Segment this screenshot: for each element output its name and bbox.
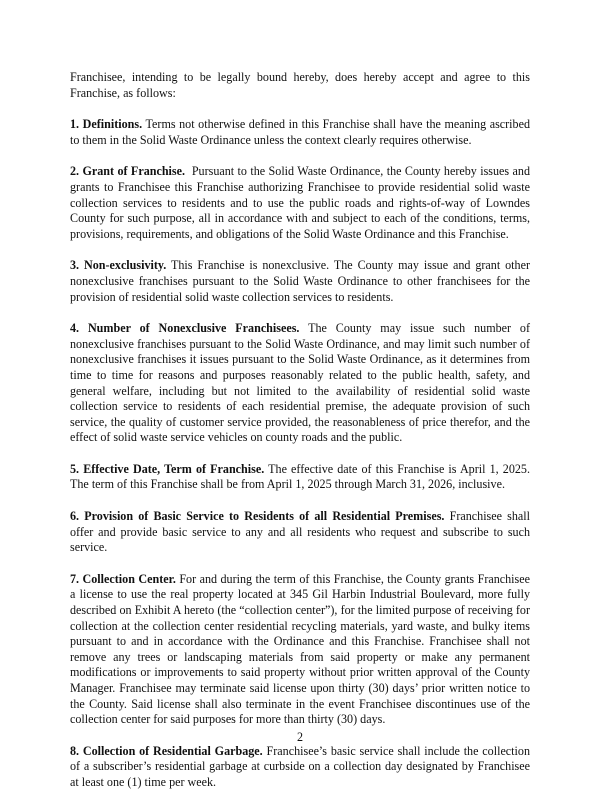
section-residential-garbage <box>70 744 530 791</box>
section-text: For and during the term of this Franchise, the County grants Franchisee a license to use the real property located at 345 Gil Harbin Industrial Boulevard, more fully described on Exhibit A hereto (the “collection center”), for the limited purpose of receiving for collection at the collection center residential recycling materials, yard waste, and bulky items pursuant to and in accordance with the Ordinance and this Franchise. Franchisee shall not remove any trees or landscaping materials from said property or make any permanent modifications or improvements to said property without prior written approval of the County Manager. Franchisee may terminate said license upon thirty (30) days’ prior written notice to the County. Said license shall also terminate in the event Franchisee discontinues use of the collection center for said purposes for more than thirty (30) days. <box>70 571 530 727</box>
section-text: Franchisee’s basic service shall include the collection of a subscriber’s residential garbage at curbside on a collection day designated by Franchisee at least one (1) time per week. <box>70 743 530 789</box>
section-text: This Franchise is nonexclusive. The County may issue and grant other nonexclusive franchises pursuant to the Solid Waste Ordinance to other franchisees for the provision of residential solid waste collection services to residents. <box>70 258 530 304</box>
section-grant-of-franchise <box>70 164 530 242</box>
section-text: The County may issue such number of nonexclusive franchises pursuant to the Solid Waste Ordinance, and may limit such number of nonexclusive franchises it issues pursuant to the Solid Waste Ordinance, as it determines from time to time for reasons and purposes reasonably related to the public health, safety, and general welfare, including but not limited to the availability of residential solid waste collection service to residents of each residential premise, the adequate provision of such service, the quality of customer service provided, the reasonableness of price therefor, and the effect of solid waste service vehicles on county roads and the public. <box>70 321 530 445</box>
section-definitions <box>70 117 530 148</box>
section-heading: 8. Collection of Residential Garbage. <box>70 743 263 758</box>
section-basic-service <box>70 509 530 556</box>
section-effective-date <box>70 462 530 493</box>
page-number: 2 <box>296 730 304 744</box>
section-text: Pursuant to the Solid Waste Ordinance, the County hereby issues and grants to Franchisee this Franchise authorizing Franchisee to provide residential solid waste collection services to residents and to use the public roads and rights-of-way of Lowndes County for such purpose, all in accordance with and subject to each of the conditions, terms, provisions, requirements, and obligations of the Solid Waste Ordinance and this Franchise. <box>70 164 530 241</box>
section-heading: 1. Definitions. <box>70 117 143 132</box>
section-heading: 3. Non-exclusivity. <box>70 258 167 273</box>
intro-paragraph: Franchisee, intending to be legally bound hereby, does hereby accept and agree to this Franchise, as follows: <box>70 70 530 100</box>
section-text: Terms not otherwise defined in this Franchise shall have the meaning ascribed to them in the Solid Waste Ordinance unless the context clearly requires otherwise. <box>70 117 530 147</box>
section-heading: 7. Collection Center. <box>70 571 176 586</box>
section-heading: 5. Effective Date, Term of Franchise. <box>70 461 265 476</box>
section-text: Franchisee shall offer and provide basic service to any and all residents who request and subscribe to such service. <box>70 509 531 555</box>
section-heading: 4. Number of Nonexclusive Franchisees. <box>70 321 300 336</box>
section-text: The effective date of this Franchise is April 1, 2025. The term of this Franchise shall be from April 1, 2025 through March 31, 2026, inclusive. <box>70 461 530 492</box>
section-collection-center <box>70 572 530 728</box>
section-heading: 2. Grant of Franchise. <box>70 164 186 179</box>
section-number-of-franchisees <box>70 321 530 446</box>
section-heading: 6. Provision of Basic Service to Residents of all Residential Premises. <box>70 509 445 524</box>
section-non-exclusivity <box>70 258 530 305</box>
